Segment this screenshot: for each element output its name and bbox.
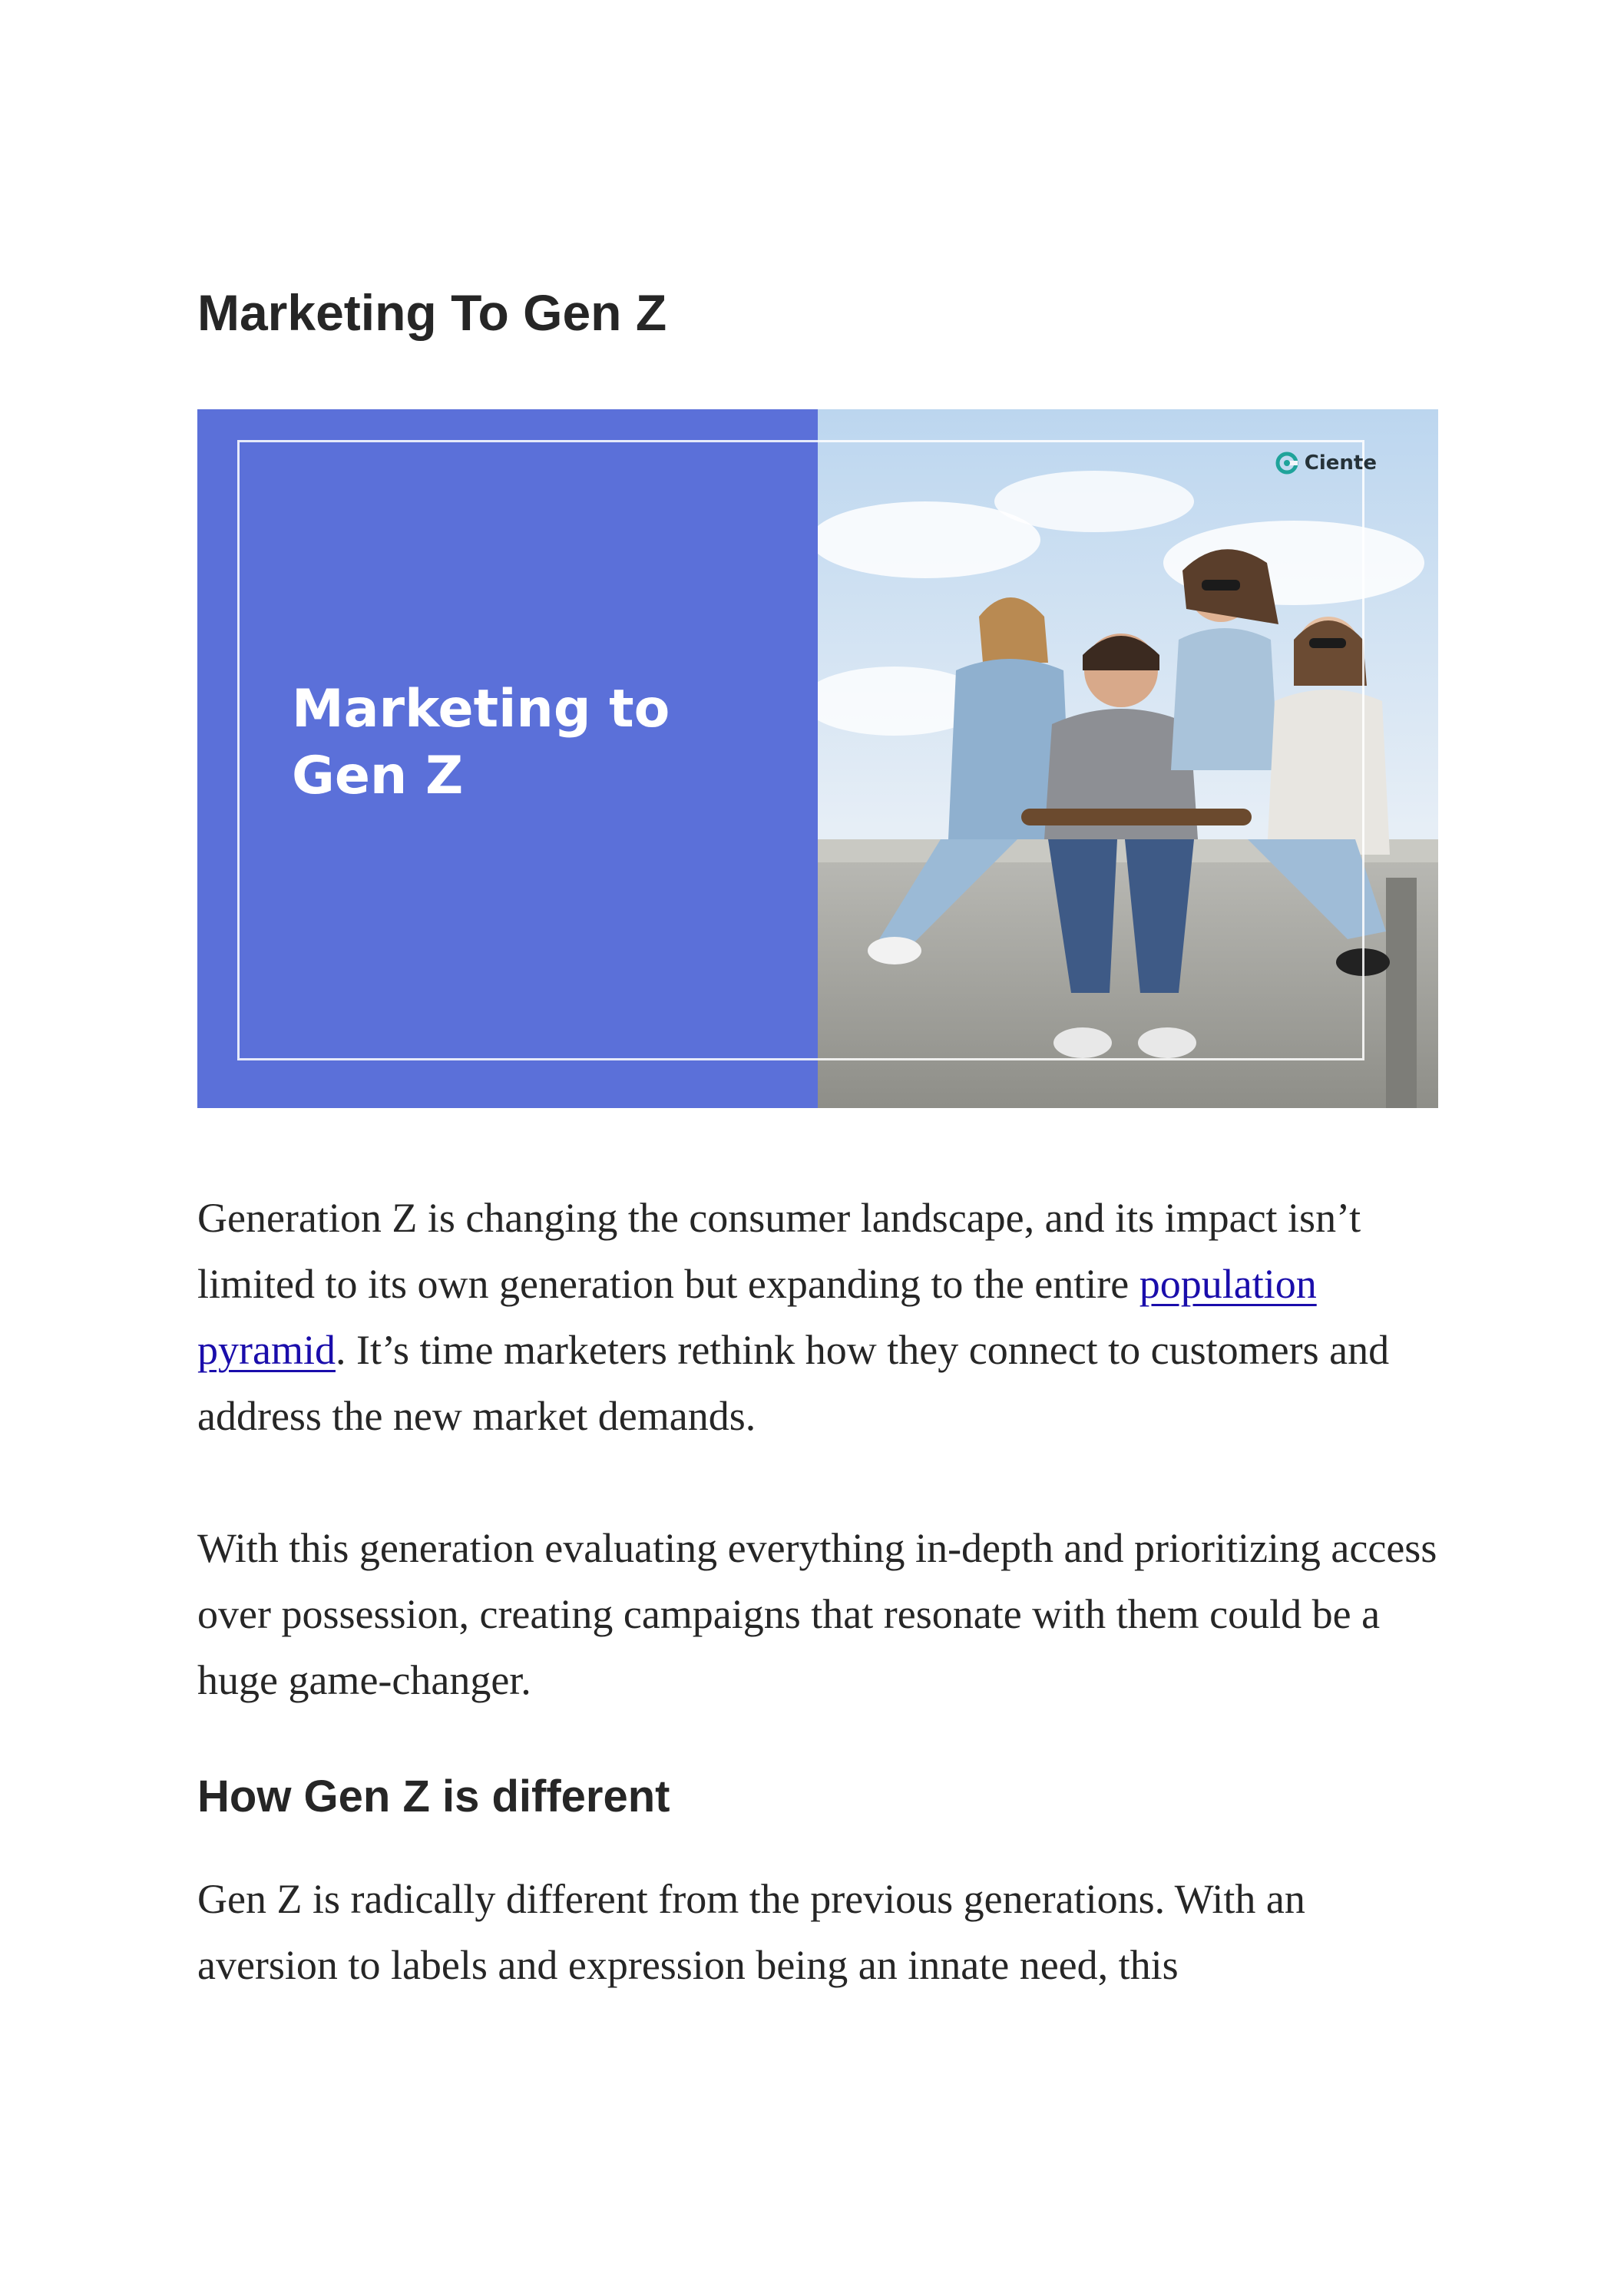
- section-paragraph-1: Gen Z is radically different from the previous generations. With an aversion to labels and expression being an innate need, this: [197, 1876, 1305, 1988]
- section-heading: How Gen Z is different: [197, 1772, 670, 1821]
- page-title: Marketing To Gen Z: [197, 284, 667, 341]
- hero-title-line1: Marketing to: [292, 679, 670, 739]
- intro-p1-text-start: Generation Z is changing the consumer landscape, and its impact isn’t limited to its own generation but expanding to the entire: [197, 1195, 1361, 1307]
- hero-photo: [818, 409, 1438, 1108]
- hero-text-panel: [197, 409, 818, 1108]
- intro-paragraph-1: [197, 1185, 1438, 1449]
- hero-banner: [197, 409, 1438, 1108]
- intro-paragraph-2: With this generation evaluating everything in-depth and prioritizing access over possession, creating campaigns that resonate with them could be a huge game-changer.: [197, 1525, 1437, 1703]
- intro-p1-text-end: . It’s time marketers rethink how they connect to customers and address the new market demands.: [197, 1327, 1390, 1439]
- brand-logo: [1275, 452, 1377, 475]
- hero-title: [292, 676, 783, 809]
- ciente-logo-icon: [1275, 452, 1298, 475]
- brand-name: Ciente: [1304, 452, 1377, 475]
- hero-title-line2: Gen Z: [292, 746, 464, 806]
- population-pyramid-link[interactable]: population pyramid: [197, 1261, 1317, 1373]
